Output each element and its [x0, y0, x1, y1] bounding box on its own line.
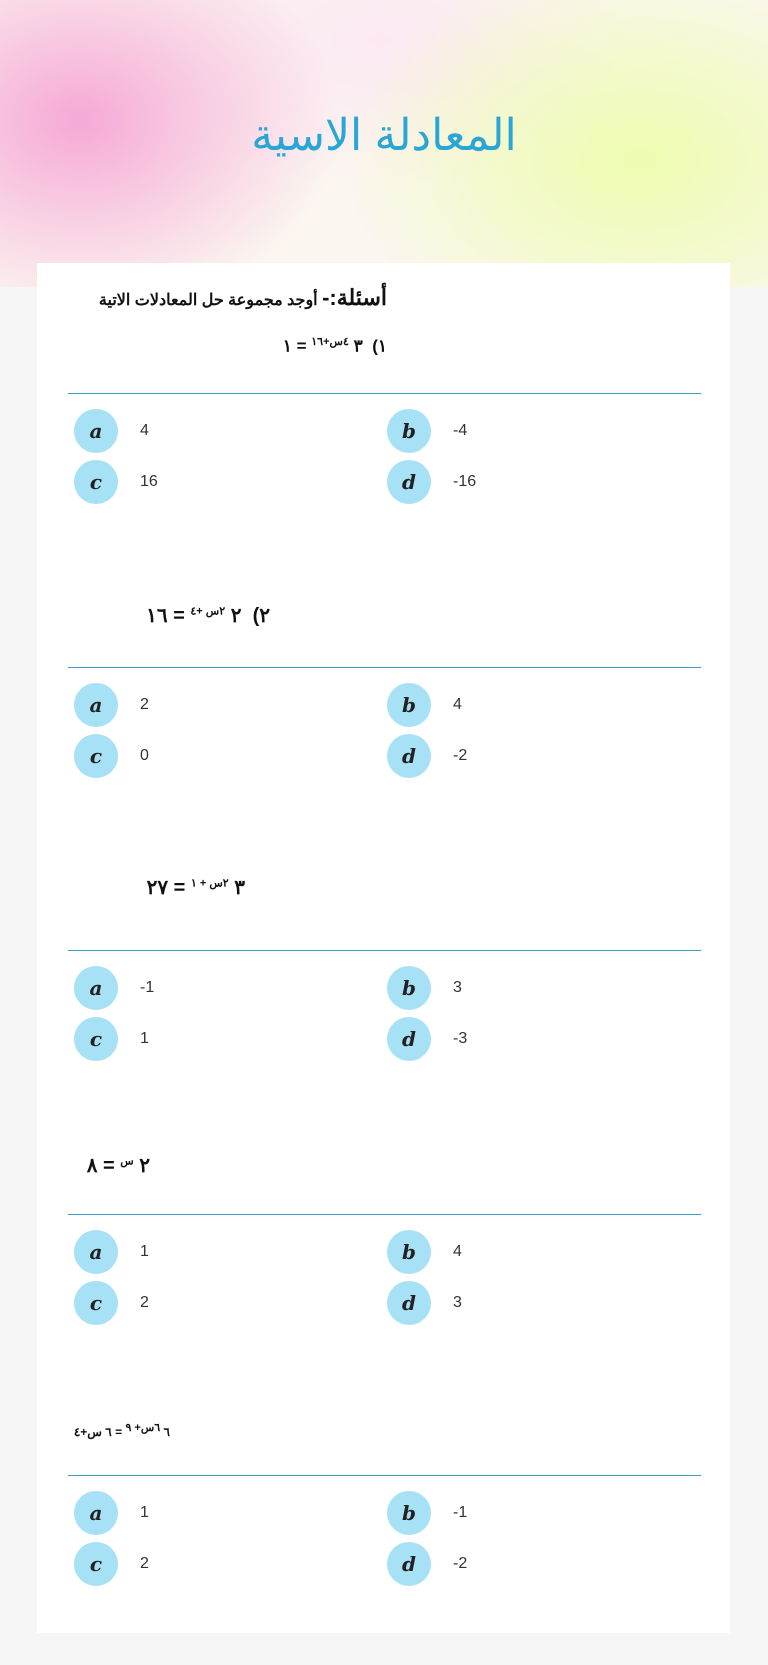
divider	[68, 1214, 701, 1215]
option-text: -1	[140, 979, 155, 996]
option-text: -4	[453, 422, 468, 439]
divider	[68, 667, 701, 668]
equation-exponent: ٢س + ١	[190, 877, 229, 890]
divider	[68, 950, 701, 951]
divider	[68, 1475, 701, 1476]
equation-rhs: = ٢٧	[146, 877, 186, 899]
option-text: 3	[453, 979, 462, 996]
option-letter-badge: b	[387, 1491, 431, 1535]
option-text: 1	[140, 1504, 149, 1521]
equation	[87, 1153, 150, 1178]
option-text: -2	[453, 747, 468, 764]
option-text: -3	[453, 1030, 468, 1047]
option-letter-badge: a	[74, 966, 118, 1010]
answer-option-a[interactable]	[74, 1230, 374, 1274]
option-letter-badge: c	[74, 734, 118, 778]
header-banner	[0, 0, 768, 287]
answer-option-c[interactable]	[74, 460, 374, 504]
option-letter-badge: d	[387, 1017, 431, 1061]
answer-option-a[interactable]	[74, 683, 374, 727]
answer-option-a[interactable]	[74, 409, 374, 453]
equation-rhs: = ٨	[86, 1155, 115, 1177]
answer-option-d[interactable]	[387, 1281, 687, 1325]
option-text: -1	[453, 1504, 468, 1521]
equation	[74, 1421, 170, 1439]
option-letter-badge: a	[74, 1491, 118, 1535]
instruction-text: أوجد مجموعة حل المعادلات الاتية	[98, 292, 318, 309]
answer-option-d[interactable]	[387, 460, 687, 504]
equation	[147, 875, 245, 900]
option-text: 1	[140, 1030, 149, 1047]
answer-option-b[interactable]	[387, 409, 687, 453]
option-text: 0	[140, 747, 149, 764]
answer-option-c[interactable]	[74, 1281, 374, 1325]
equation-base: ٢	[230, 605, 242, 627]
equation	[146, 603, 270, 628]
equation-base: ٣	[353, 336, 363, 356]
equation-base: ٣	[234, 877, 245, 899]
option-text: 16	[140, 473, 158, 490]
answer-option-d[interactable]	[387, 1017, 687, 1061]
option-text: -16	[453, 473, 477, 490]
option-text: 3	[453, 1294, 462, 1311]
option-text: 4	[453, 696, 462, 713]
answer-option-b[interactable]	[387, 683, 687, 727]
option-text: 4	[140, 422, 149, 439]
equation-exponent: س	[120, 1155, 134, 1168]
option-letter-badge: a	[74, 1230, 118, 1274]
option-letter-badge: a	[74, 683, 118, 727]
question-number: ٢)	[252, 605, 270, 627]
option-text: 2	[140, 696, 149, 713]
option-letter-badge: c	[74, 1017, 118, 1061]
equation-base: ٢	[139, 1155, 150, 1177]
option-text: 2	[140, 1555, 149, 1572]
page-title: المعادلة الاسية	[251, 111, 517, 160]
divider	[68, 393, 701, 394]
answer-option-a[interactable]	[74, 1491, 374, 1535]
option-text: -2	[453, 1555, 468, 1572]
answer-option-b[interactable]	[387, 966, 687, 1010]
option-letter-badge: d	[387, 734, 431, 778]
answer-option-b[interactable]	[387, 1491, 687, 1535]
option-letter-badge: d	[387, 460, 431, 504]
option-letter-badge: c	[74, 460, 118, 504]
answer-option-d[interactable]	[387, 1542, 687, 1586]
option-letter-badge: c	[74, 1281, 118, 1325]
equation-exponent: ٦س+ ٩	[125, 1422, 161, 1434]
option-text: 4	[453, 1243, 462, 1260]
equation-rhs: = ١٦	[146, 605, 185, 627]
option-letter-badge: c	[74, 1542, 118, 1586]
answer-option-c[interactable]	[74, 1542, 374, 1586]
answer-option-c[interactable]	[74, 1017, 374, 1061]
answer-option-d[interactable]	[387, 734, 687, 778]
question-number: ١)	[372, 336, 387, 356]
option-text: 2	[140, 1294, 149, 1311]
option-letter-badge: b	[387, 1230, 431, 1274]
equation	[283, 335, 387, 357]
equation-base: ٦	[163, 1425, 170, 1439]
option-letter-badge: b	[387, 966, 431, 1010]
answer-option-a[interactable]	[74, 966, 374, 1010]
option-letter-badge: b	[387, 683, 431, 727]
equation-exponent: ٢س +٤	[190, 605, 226, 618]
quiz-card	[37, 263, 730, 1633]
option-letter-badge: d	[387, 1281, 431, 1325]
answer-option-b[interactable]	[387, 1230, 687, 1274]
option-letter-badge: a	[74, 409, 118, 453]
option-letter-badge: b	[387, 409, 431, 453]
option-text: 1	[140, 1243, 149, 1260]
equation-exponent: ٤س+١٦	[311, 336, 349, 348]
equation-rhs: = ٦ س+٤	[73, 1425, 123, 1439]
questions-heading: أسئلة:-	[322, 285, 387, 310]
answer-option-c[interactable]	[74, 734, 374, 778]
option-letter-badge: d	[387, 1542, 431, 1586]
equation-rhs: = ١	[282, 336, 307, 356]
